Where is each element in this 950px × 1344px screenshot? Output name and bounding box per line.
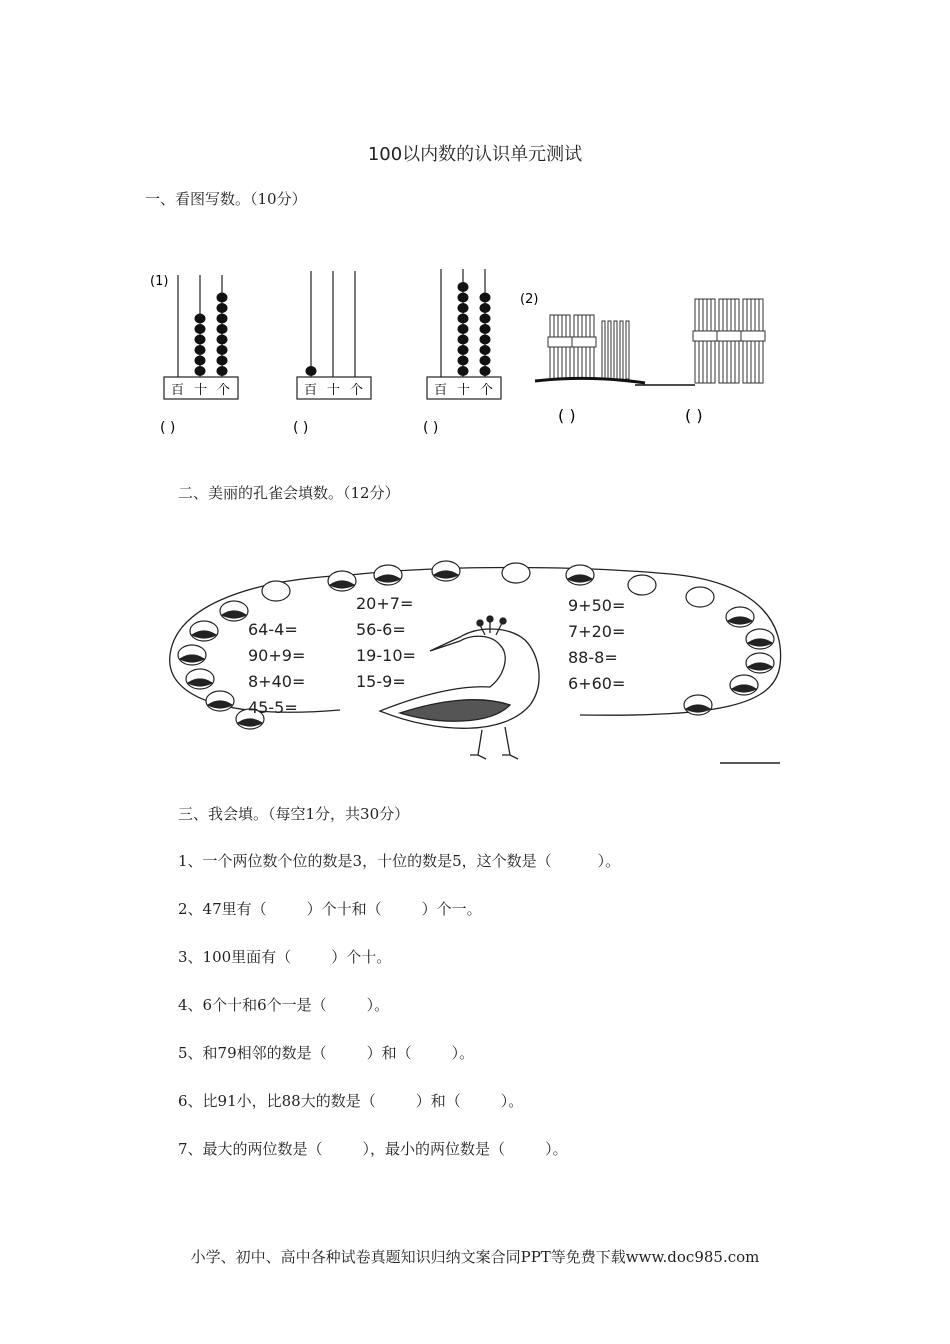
abacus-3-bead (480, 293, 491, 303)
abacus-1-ones-label: 个 (217, 383, 231, 398)
abacus-3-bead (458, 366, 469, 376)
abacus-3-bead (458, 356, 469, 366)
abacus-3-bead (458, 345, 469, 355)
abacus-2-bead (306, 366, 317, 376)
abacus-1-tens-label: 十 (194, 383, 208, 398)
equation-left-2[interactable]: 90+9= (248, 646, 306, 665)
abacus-1-answer-blank[interactable]: ( ) (160, 420, 176, 436)
abacus-3-bead (458, 314, 469, 324)
equation-left-4[interactable]: 45-5= (248, 698, 298, 717)
abacus-1-bead (195, 345, 206, 355)
part1-label: (1) (150, 274, 169, 289)
part2-label: (2) (520, 292, 539, 307)
abacus-3-bead (480, 324, 491, 334)
abacus-3-bead (480, 366, 491, 376)
section1-heading: 一、看图写数。（10分） (145, 190, 307, 208)
abacus-3-bead (458, 303, 469, 313)
abacus-2-hundreds-label: 百 (304, 383, 318, 398)
section2-heading: 二、美丽的孔雀会填数。（12分） (178, 484, 400, 502)
abacus-3-bead (458, 282, 469, 292)
equation-middle-4[interactable]: 15-9= (356, 672, 406, 691)
abacus-1-bead (217, 356, 228, 366)
abacus-1-hundreds-label: 百 (171, 383, 185, 398)
abacus-1-bead (217, 366, 228, 376)
abacus-3-answer-blank[interactable]: ( ) (423, 420, 439, 436)
stick-bundles-2 (635, 299, 765, 425)
equation-left-1[interactable]: 64-4= (248, 620, 298, 639)
equation-middle-1[interactable]: 20+7= (356, 594, 414, 613)
abacus-3-bead (480, 303, 491, 313)
question-1: 1、一个两位数个位的数是3，十位的数是5，这个数是（ ）。 (178, 852, 621, 870)
abacus-3-hundreds-label: 百 (434, 383, 448, 398)
question-6: 6、比91小，比88大的数是（ ）和（ ）。 (178, 1092, 524, 1110)
page-title: 100以内数的认识单元测试 (367, 144, 583, 165)
abacus-1-bead (217, 335, 228, 345)
abacus-3-bead (480, 356, 491, 366)
equation-middle-3[interactable]: 19-10= (356, 646, 416, 665)
abacus-3-ones-label: 个 (480, 383, 494, 398)
abacus-1-bead (195, 324, 206, 334)
abacus-1-bead (217, 324, 228, 334)
abacus-3-bead (458, 335, 469, 345)
equation-middle-2[interactable]: 56-6= (356, 620, 406, 639)
stick-bundles-1 (535, 315, 645, 425)
abacus-1-bead (217, 314, 228, 324)
abacus-3-bead (458, 293, 469, 303)
question-7: 7、最大的两位数是（ ），最小的两位数是（ ）。 (178, 1140, 568, 1158)
abacus-3-bead (480, 335, 491, 345)
abacus-1-bead (217, 303, 228, 313)
abacus-2-ones-label: 个 (350, 383, 364, 398)
abacus-2-tens-label: 十 (327, 383, 341, 398)
abacus-3 (423, 269, 501, 436)
abacus-1-bead (195, 366, 206, 376)
abacus-3-bead (458, 324, 469, 334)
abacus-2-answer-blank[interactable]: ( ) (293, 420, 309, 436)
abacus-1-bead (217, 293, 228, 303)
section3-heading: 三、我会填。（每空1分，共30分） (178, 805, 410, 823)
abacus-3-bead (480, 314, 491, 324)
abacus-1 (160, 275, 238, 436)
question-3: 3、100里面有（ ）个十。 (178, 948, 392, 966)
abacus-3-tens-label: 十 (457, 383, 471, 398)
equation-right-4[interactable]: 6+60= (568, 674, 626, 693)
abacus-1-bead (217, 345, 228, 355)
question-4: 4、6个十和6个一是（ ）。 (178, 996, 390, 1014)
abacus-3-bead (480, 345, 491, 355)
equation-right-3[interactable]: 88-8= (568, 648, 618, 667)
abacus-1-bead (195, 356, 206, 366)
peacock-figure (160, 555, 790, 770)
equation-right-2[interactable]: 7+20= (568, 622, 626, 641)
abacus-1-bead (195, 314, 206, 324)
footer-text: 小学、初中、高中各种试卷真题知识归纳文案合同PPT等免费下载www.doc985.com (190, 1248, 760, 1266)
abacus-1-bead (195, 335, 206, 345)
sticks-1-answer-blank[interactable]: ( ) (558, 406, 576, 425)
sticks-2-answer-blank[interactable]: ( ) (685, 406, 703, 425)
abacus-2 (293, 271, 371, 436)
equation-right-1[interactable]: 9+50= (568, 596, 626, 615)
section1-figure (140, 255, 800, 445)
question-5: 5、和79相邻的数是（ ）和（ ）。 (178, 1044, 475, 1062)
equation-left-3[interactable]: 8+40= (248, 672, 306, 691)
question-2: 2、47里有（ ）个十和（ ）个一。 (178, 900, 482, 918)
